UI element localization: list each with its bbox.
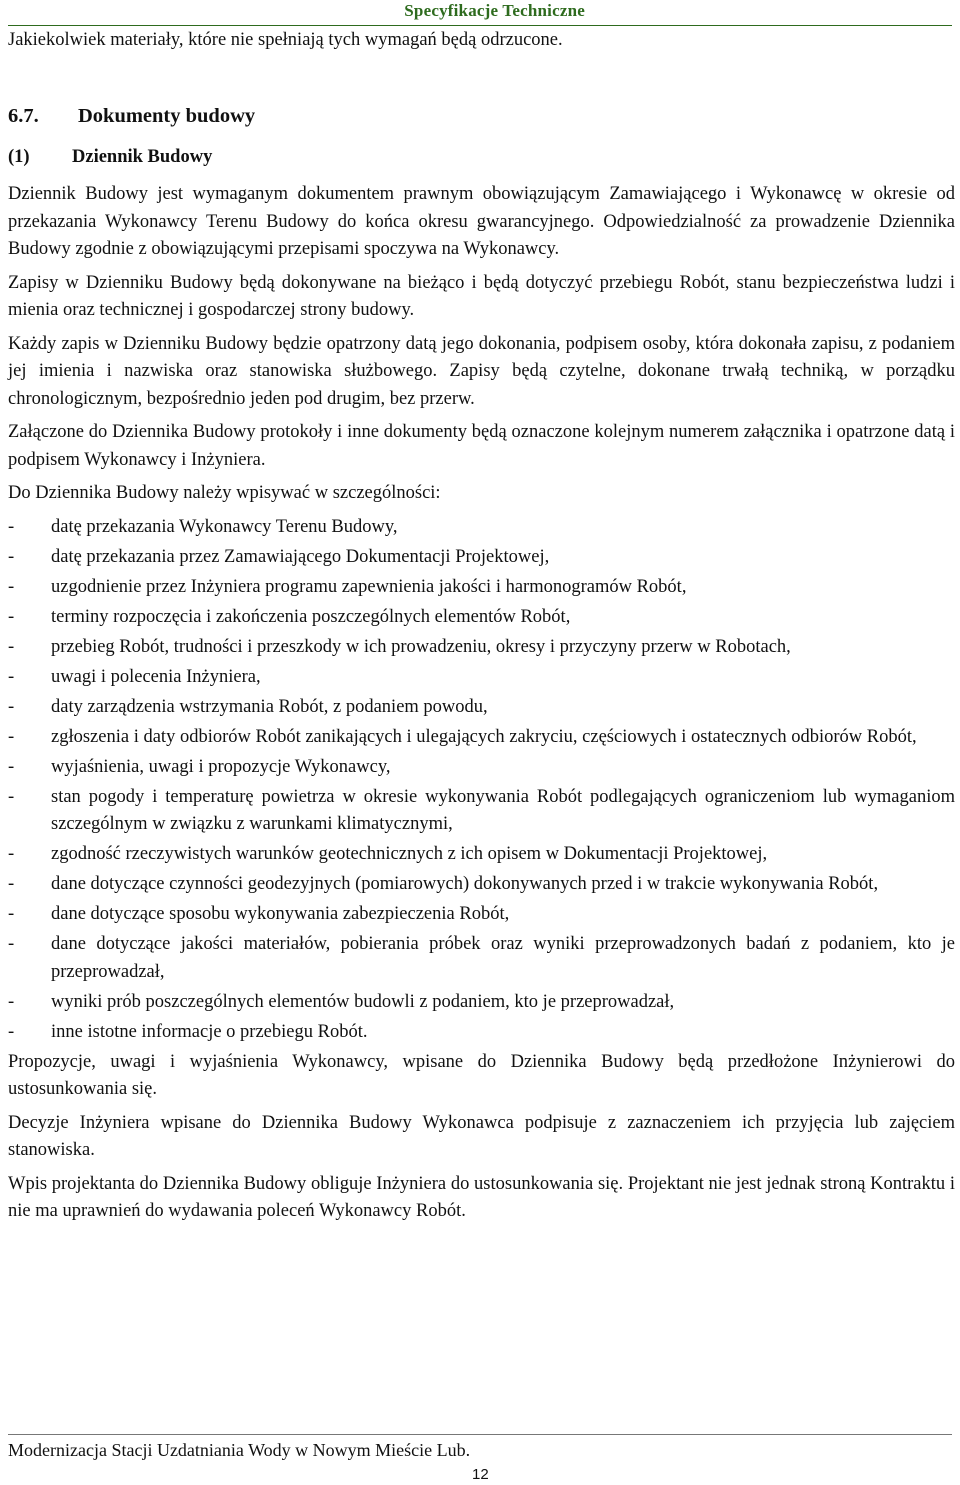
list-item-text: zgodność rzeczywistych warunków geotechnicznych z ich opisem w Dokumentacji Projektowej, xyxy=(51,844,768,864)
list-item-text: dane dotyczące sposobu wykonywania zabezpieczenia Robót, xyxy=(51,904,510,924)
list-item-text: inne istotne informacje o przebiegu Robót. xyxy=(51,1021,368,1042)
list-item-text: uzgodnienie przez Inżyniera programu zapewnienia jakości i harmonogramów Robót, xyxy=(51,576,687,597)
list-item-text: wyniki prób poszczególnych elementów budowli z podaniem, kto je przeprowadzał, xyxy=(51,991,675,1012)
list-item-text: daty zarządzenia wstrzymania Robót, z podaniem powodu, xyxy=(51,696,488,717)
subsection-title: Dziennik Budowy xyxy=(72,147,213,167)
list-item xyxy=(8,989,955,1017)
list-marker: - xyxy=(8,904,15,924)
list-item xyxy=(8,901,955,929)
list-marker: - xyxy=(8,696,15,717)
list-item-text: terminy rozpoczęcia i zakończenia poszczególnych elementów Robót, xyxy=(51,606,571,627)
header-note: Jakiekolwiek materiały, które nie spełniają tych wymagań będą odrzucone. xyxy=(8,30,563,50)
page-number: 12 xyxy=(472,1466,489,1483)
list-marker: - xyxy=(8,666,15,687)
document-header-title: Specyfikacje Techniczne xyxy=(404,1,585,20)
list-item xyxy=(8,664,955,692)
list-marker: - xyxy=(8,844,15,864)
section-number: 6.7. xyxy=(8,105,39,127)
list-item-text: przebieg Robót, trudności i przeszkody w ich prowadzeniu, okresy i przyczyny przerw w Robotach, xyxy=(51,636,791,657)
list-marker: - xyxy=(8,756,15,777)
list-item-text: datę przekazania Wykonawcy Terenu Budowy, xyxy=(51,516,398,537)
list-item-text: uwagi i polecenia Inżyniera, xyxy=(51,666,261,687)
list-intro: Do Dziennika Budowy należy wpisywać w szczególności: xyxy=(8,483,441,503)
paragraph: Każdy zapis w Dzienniku Budowy będzie opatrzony datą jego dokonania, podpisem osoby, która dokonała zapisu, z podaniem jej imienia i nazwiska oraz stanowiska służbowego. Zapisy będą czytelne, dokonane trwałą techniką, w porządku chronologicznym, bezpośrednio jeden pod drugim, bez przerw. xyxy=(8,333,955,409)
list-item xyxy=(8,514,955,542)
list-marker: - xyxy=(8,636,15,657)
subsection-heading xyxy=(8,147,212,168)
header-divider xyxy=(8,25,952,26)
section-title: Dokumenty budowy xyxy=(78,105,256,127)
list-item xyxy=(8,694,955,722)
list-item xyxy=(8,784,955,839)
entry-requirements-list xyxy=(8,514,955,1047)
list-item-text: datę przekazania przez Zamawiającego Dokumentacji Projektowej, xyxy=(51,546,550,567)
paragraph: Zapisy w Dzienniku Budowy będą dokonywane na bieżąco i będą dotyczyć przebiegu Robót, stanu bezpieczeństwa ludzi i mienia oraz technicznej i gospodarczej strony budowy. xyxy=(8,272,955,320)
list-marker: - xyxy=(8,726,15,747)
list-item-text: dane dotyczące jakości materiałów, pobierania próbek oraz wyniki przeprowadzonych badań z podaniem, kto je przeprowadzał, xyxy=(51,934,955,982)
list-item xyxy=(8,604,955,632)
paragraph: Decyzje Inżyniera wpisane do Dziennika Budowy Wykonawca podpisuje z zaznaczeniem ich przyjęcia lub zajęciem stanowiska. xyxy=(8,1112,955,1160)
list-marker: - xyxy=(8,786,15,807)
list-marker: - xyxy=(8,606,15,627)
list-item xyxy=(8,1019,955,1047)
paragraph: Załączone do Dziennika Budowy protokoły i inne dokumenty będą oznaczone kolejnym numerem załącznika i opatrzone datą i podpisem Wykonawcy i Inżyniera. xyxy=(8,422,955,470)
list-item xyxy=(8,841,955,869)
list-item xyxy=(8,931,955,986)
list-item xyxy=(8,724,955,752)
section-heading xyxy=(8,105,255,128)
paragraph: Dziennik Budowy jest wymaganym dokumentem prawnym obowiązującym Zamawiającego i Wykonawcę w okresie od przekazania Wykonawcy Terenu Budowy do końca okresu gwarancyjnego. Odpowiedzialność za prowadzenie Dziennika Budowy zgodnie z obowiązującymi przepisami spoczywa na Wykonawcy. xyxy=(8,184,955,259)
footer-project-name: Modernizacja Stacji Uzdatniania Wody w Nowym Mieście Lub. xyxy=(8,1440,471,1460)
list-item xyxy=(8,634,955,662)
subsection-number: (1) xyxy=(8,147,30,167)
list-marker: - xyxy=(8,991,15,1012)
list-marker: - xyxy=(8,516,15,537)
list-item xyxy=(8,544,955,572)
paragraph: Wpis projektanta do Dziennika Budowy obliguje Inżyniera do ustosunkowania się. Projektant nie jest jednak stroną Kontraktu i nie ma uprawnień do wydawania poleceń Wykonawcy Robót. xyxy=(8,1173,955,1221)
list-item-text: zgłoszenia i daty odbiorów Robót zanikających i ulegających zakryciu, częściowych i ostatecznych odbiorów Robót, xyxy=(51,726,917,747)
footer-divider xyxy=(8,1434,952,1435)
list-item-text: dane dotyczące czynności geodezyjnych (pomiarowych) dokonywanych przed i w trakcie wykonywania Robót, xyxy=(51,874,879,894)
list-marker: - xyxy=(8,1021,15,1042)
list-marker: - xyxy=(8,934,15,954)
document-body xyxy=(8,181,955,1232)
list-item-text: wyjaśnienia, uwagi i propozycje Wykonawcy, xyxy=(51,756,391,777)
list-item xyxy=(8,871,955,899)
paragraph: Propozycje, uwagi i wyjaśnienia Wykonawcy, wpisane do Dziennika Budowy będą przedłożone Inżynierowi do ustosunkowania się. xyxy=(8,1051,955,1099)
list-item xyxy=(8,574,955,602)
list-marker: - xyxy=(8,546,15,567)
list-marker: - xyxy=(8,874,15,894)
list-item-text: stan pogody i temperaturę powietrza w okresie wykonywania Robót podlegających ograniczeniom lub wymaganiom szczególnym w związku z warunkami klimatycznymi, xyxy=(51,786,955,834)
list-item xyxy=(8,754,955,782)
list-marker: - xyxy=(8,576,15,597)
